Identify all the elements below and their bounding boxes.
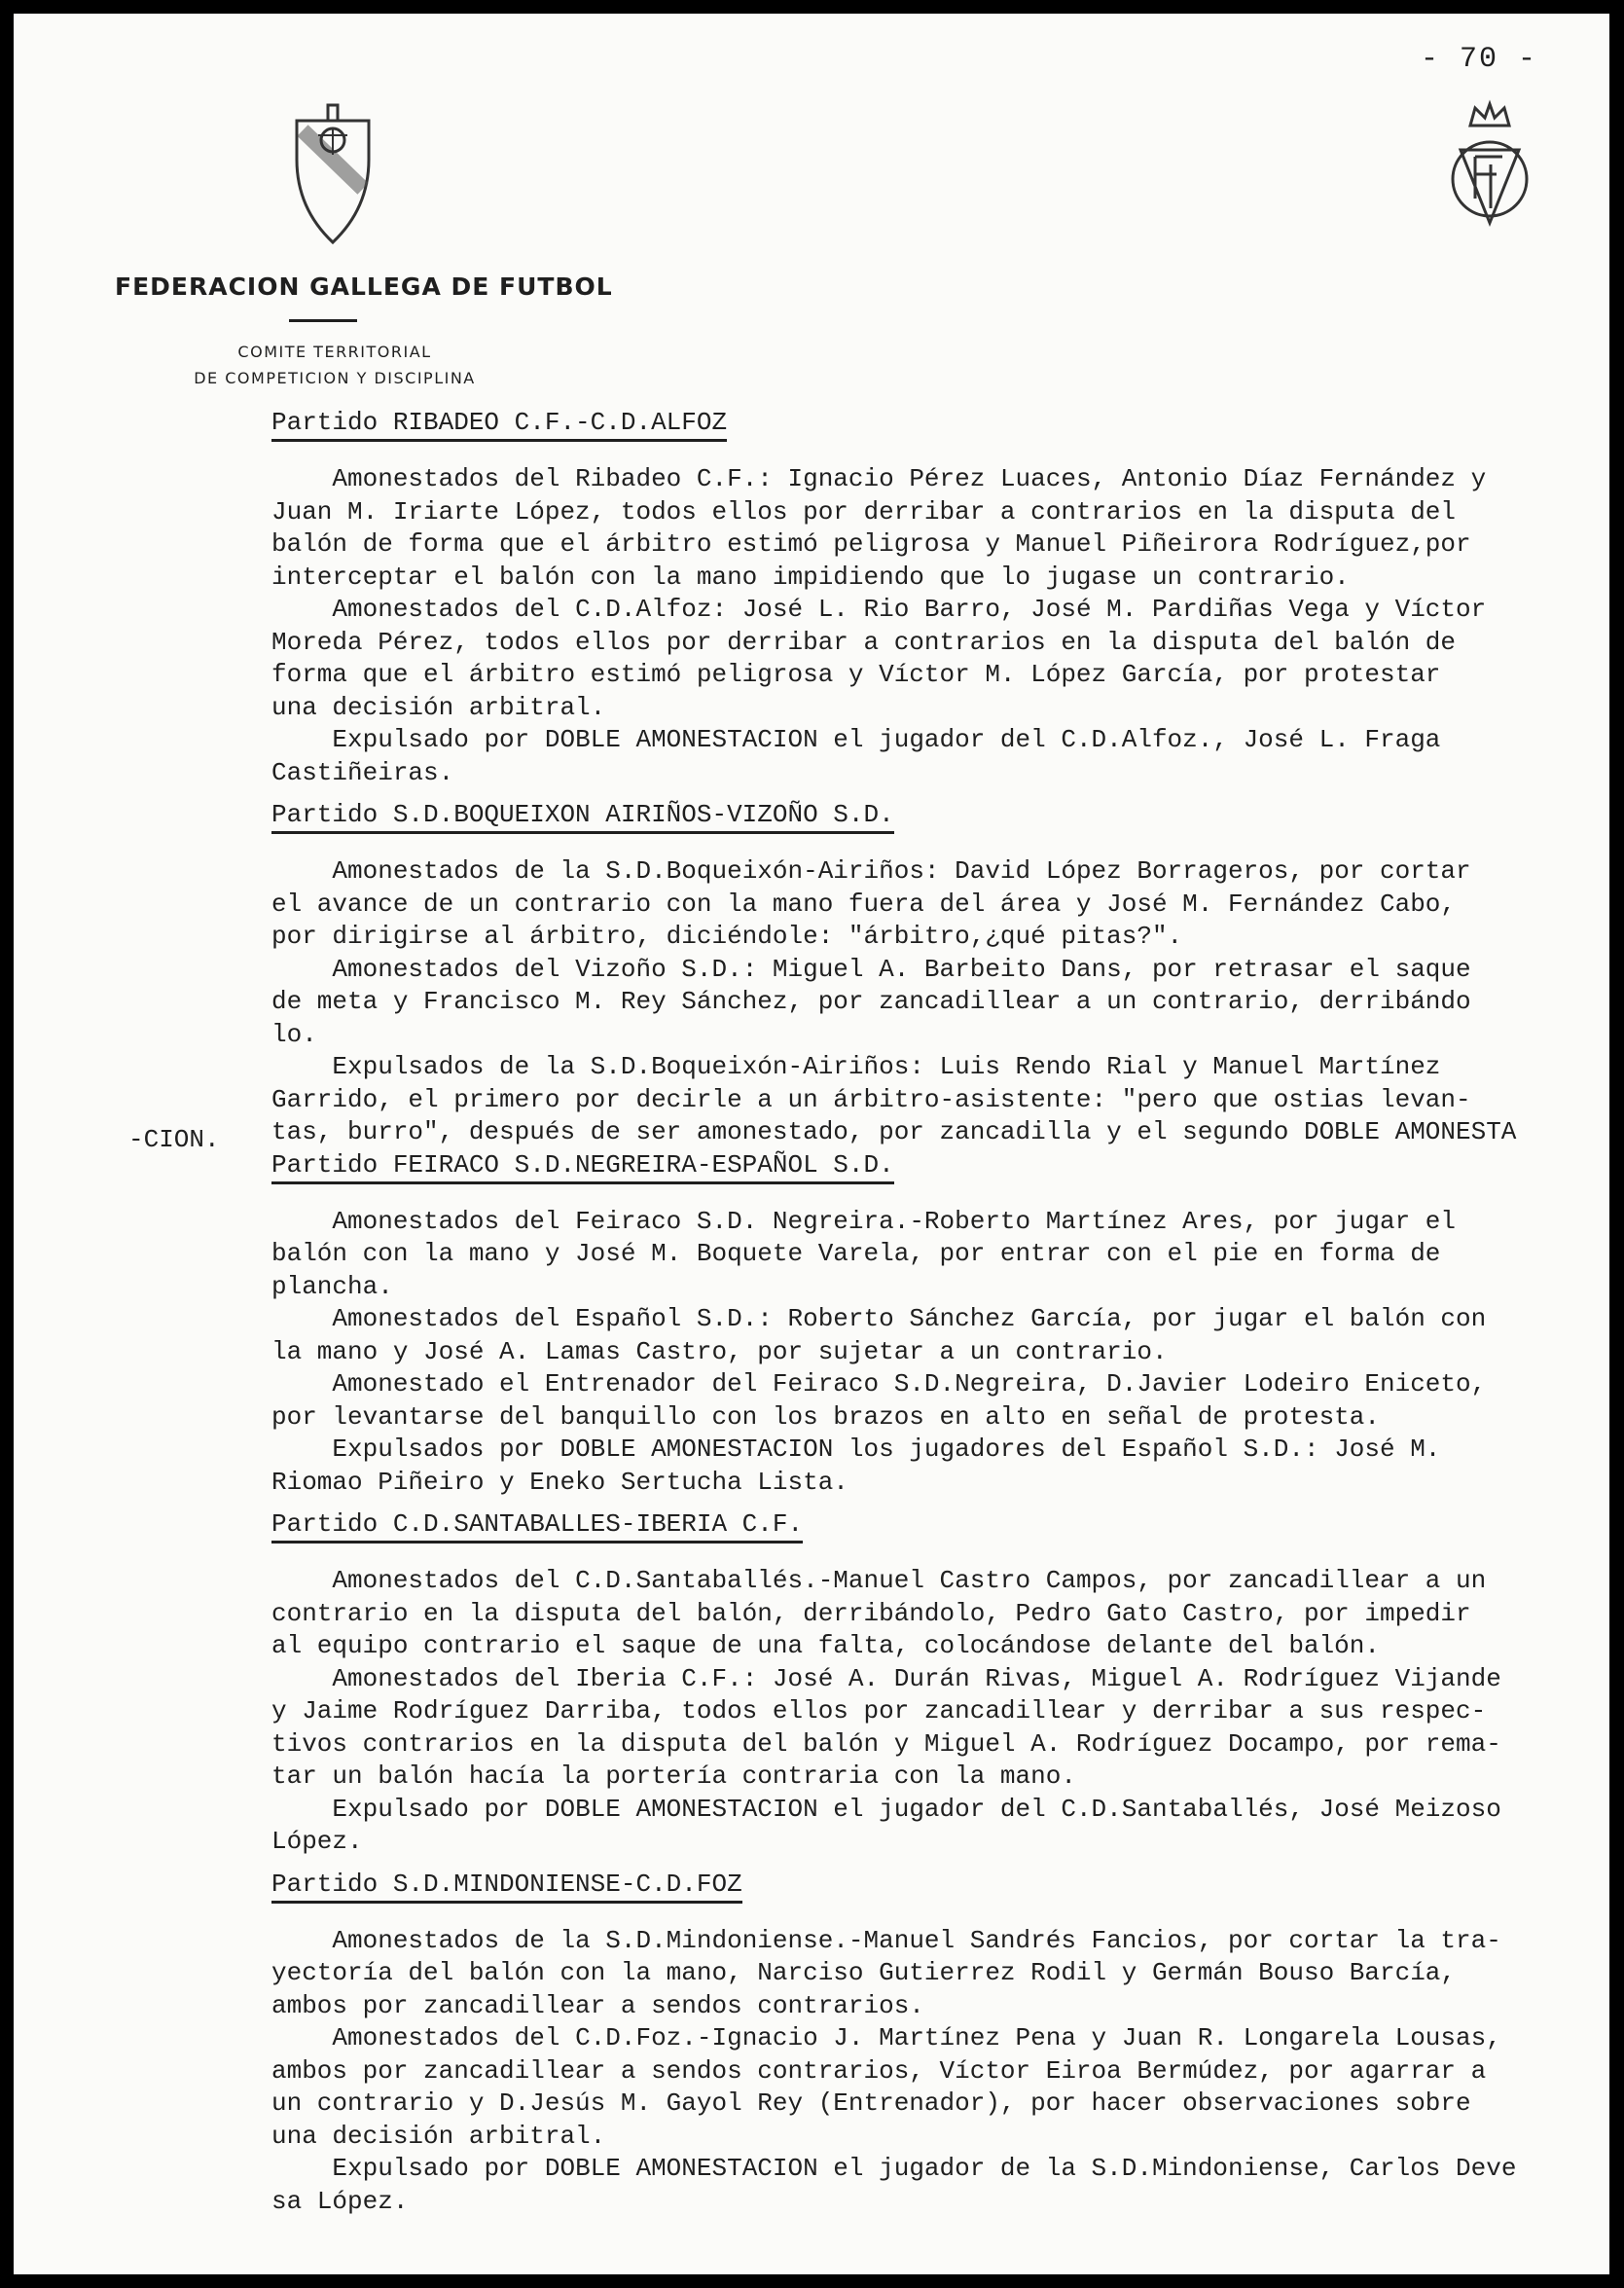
committee-line-2: DE COMPETICION Y DISCIPLINA bbox=[194, 369, 476, 387]
page-number: - 70 - bbox=[1421, 43, 1538, 76]
match-title: Partido S.D.BOQUEIXON AIRIÑOS-VIZOÑO S.D. bbox=[271, 799, 894, 834]
match-title: Partido RIBADEO C.F.-C.D.ALFOZ bbox=[271, 407, 727, 442]
match-text: Amonestados del Feiraco S.D. Negreira.-Roberto Martínez Ares, por jugar el balón con la mano y José M. Boquete Varela, por entrar con el pie en forma de plancha. Amonestados del Español S.D.: Roberto Sánchez García, por jugar el balón con la mano y José A. Lamas Castro, por sujetar a un contrario. Amonestado el Entrenador del Feiraco S.D.Negreira, D.Javier Lodeiro Eniceto, por levantarse del banquillo con los brazos en alto en señal de protesta. Expulsados por DOBLE AMONESTACION los jugadores del Español S.D.: José M. Riomao Piñeiro y Eneko Sertucha Lista. bbox=[271, 1206, 1487, 1497]
match-section bbox=[271, 1508, 1585, 1859]
header-divider bbox=[289, 319, 357, 322]
match-title: Partido S.D.MINDONIENSE-C.D.FOZ bbox=[271, 1869, 742, 1904]
match-title: Partido FEIRACO S.D.NEGREIRA-ESPAÑOL S.D. bbox=[271, 1149, 894, 1184]
match-text: Amonestados de la S.D.Mindoniense.-Manuel Sandrés Fancios, por cortar la tra- yectoría del balón con la mano, Narciso Gutierrez Rodil y Germán Bouso Barcía, ambos por zancadillear a sendos contrarios. Amonestados del C.D.Foz.-Ignacio J. Martínez Pena y Juan R. Longarela Lousas, ambos por zancadillear a sendos contrarios, Víctor Eiroa Bermúdez, por agarrar a un contrario y D.Jesús M. Gayol Rey (Entrenador), por hacer observaciones sobre una decisión arbitral. Expulsado por DOBLE AMONESTACION el jugador de la S.D.Mindoniense, Carlos Deve sa López. bbox=[271, 1925, 1517, 2216]
match-section bbox=[271, 1869, 1585, 2219]
match-section bbox=[271, 1149, 1585, 1500]
match-text: Amonestados del Ribadeo C.F.: Ignacio Pérez Luaces, Antonio Díaz Fernández y Juan M. Iriarte López, todos ellos por derribar a contrarios en la disputa del balón de forma que el árbitro estimó peligrosa y Manuel Piñeirora Rodríguez,por interceptar el balón con la mano impidiendo que lo jugase un contrario. Amonestados del C.D.Alfoz: José L. Rio Barro, José M. Pardiñas Vega y Víctor Moreda Pérez, todos ellos por derribar a contrarios en la disputa del balón de forma que el árbitro estimó peligrosa y Víctor M. López García, por protestar una decisión arbitral. Expulsado por DOBLE AMONESTACION el jugador del C.D.Alfoz., José L. Fraga Castiñeiras. bbox=[271, 464, 1487, 787]
match-text: Amonestados del C.D.Santaballés.-Manuel Castro Campos, por zancadillear a un contrario en la disputa del balón, derribándolo, Pedro Gato Castro, por impedir al equipo contrario el saque de una falta, colocándose delante del balón. Amonestados del Iberia C.F.: José A. Durán Rivas, Miguel A. Rodríguez Vijande y Jaime Rodríguez Darriba, todos ellos por zancadillear y derribar a sus respec- tivos contrarios en la disputa del balón y Miguel A. Rodríguez Docampo, por rema- tar un balón hacía la portería contraria con la mano. Expulsado por DOBLE AMONESTACION el jugador del C.D.Santaballés, José Meizoso López. bbox=[271, 1566, 1501, 1856]
committee-line-1: COMITE TERRITORIAL bbox=[237, 343, 432, 361]
match-text: Amonestados de la S.D.Boqueixón-Airiños: David López Borrageros, por cortar el avance de un contrario con la mano fuera del área y José M. Fernández Cabo, por dirigirse al árbitro, diciéndole: "árbitro,¿qué pitas?". Amonestados del Vizoño S.D.: Miguel A. Barbeito Dans, por retrasar el saque de meta y Francisco M. Rey Sánchez, por zancadillear a un contrario, derribándo lo. Expulsados de la S.D.Boqueixón-Airiños: Luis Rendo Rial y Manuel Martínez Garrido, el primero por decirle a un árbitro-asistente: "pero que ostias levan- tas, burro", después de ser amonestado, por zancadilla y el segundo DOBLE AMONESTA bbox=[271, 856, 1517, 1146]
gallega-federation-crest-icon bbox=[289, 101, 377, 247]
organization-name: FEDERACION GALLEGA DE FUTBOL bbox=[115, 272, 613, 301]
spanish-federation-crest-icon bbox=[1446, 96, 1534, 233]
committee-name bbox=[150, 339, 520, 391]
document-body bbox=[271, 407, 1585, 2218]
match-section bbox=[271, 799, 1585, 1149]
match-title: Partido C.D.SANTABALLES-IBERIA C.F. bbox=[271, 1508, 803, 1543]
document-page bbox=[14, 14, 1609, 2274]
match-section bbox=[271, 407, 1585, 789]
margin-note: -CION. bbox=[128, 1125, 220, 1154]
